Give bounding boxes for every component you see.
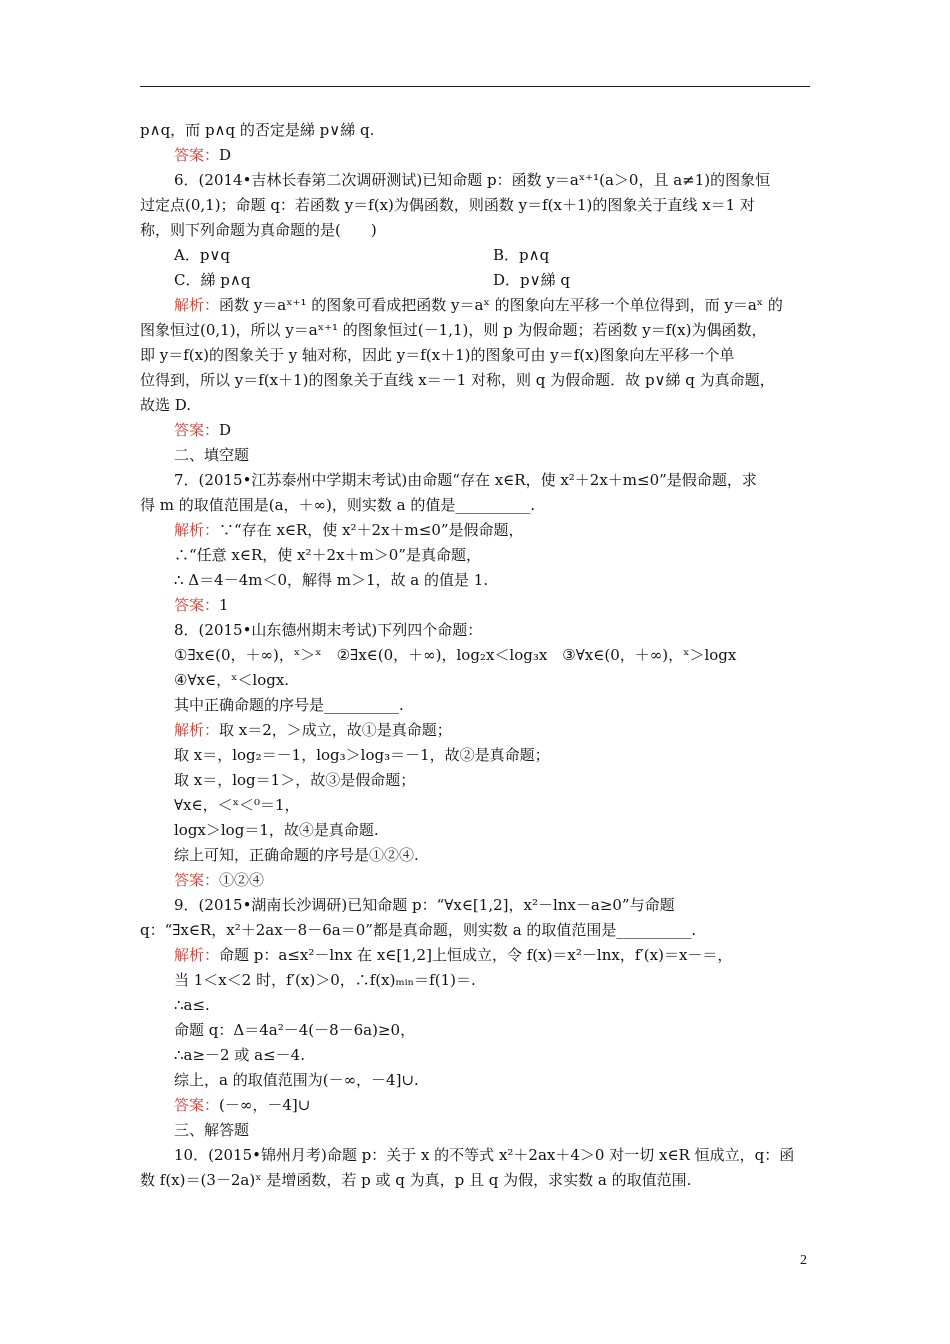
option-item: B．p∧q	[493, 246, 550, 264]
line-text: 图象恒过(0,1)，所以 y＝aˣ⁺¹ 的图象恒过(－1,1)，则 p 为假命题；若函数 y＝f(x)为偶函数，	[140, 321, 767, 339]
line-text: D	[219, 421, 232, 439]
line-text: 命题 p：a≤x²－lnx 在 x∈[1,2]上恒成立，令 f(x)＝x²－lnx，f′(x)＝x－＝，	[219, 946, 733, 964]
line-text: 即 y＝f(x)的图象关于 y 轴对称，因此 y＝f(x＋1)的图象可由 y＝f(x)图象向左平移一个单	[140, 346, 735, 364]
line-text: (－∞，－4]∪	[219, 1096, 311, 1114]
text-line	[140, 468, 812, 493]
page-number: 2	[800, 1253, 807, 1268]
text-line	[140, 793, 812, 818]
line-text: 取 x＝2，＞成立，故①是真命题；	[219, 721, 452, 739]
line-text: 8．(2015•山东德州期末考试)下列四个命题：	[174, 621, 483, 639]
text-line	[140, 293, 812, 318]
line-text: 1	[219, 596, 229, 614]
line-text: ∴a≥－2 或 a≤－4.	[174, 1046, 305, 1064]
line-text: ④∀x∈，ˣ＜logx.	[174, 671, 290, 689]
answer-label: 答案：	[174, 1096, 220, 1114]
text-line	[140, 343, 812, 368]
text-line	[140, 893, 812, 918]
line-text: p∧q，而 p∧q 的否定是綈 p∨綈 q.	[140, 121, 375, 139]
line-text: 三、解答题	[174, 1121, 250, 1139]
line-text: 得 m 的取值范围是(a，＋∞)，则实数 a 的值是__________.	[140, 496, 536, 514]
text-line	[140, 1118, 812, 1143]
line-text: q：“∃x∈R，x²＋2ax－8－6a＝0”都是真命题，则实数 a 的取值范围是__________.	[140, 921, 697, 939]
text-line	[140, 1168, 812, 1193]
text-line	[140, 743, 812, 768]
text-line	[140, 218, 812, 243]
line-text: 6．(2014•吉林长春第二次调研测试)已知命题 p：函数 y＝aˣ⁺¹(a＞0，且 a≠1)的图象恒	[174, 171, 771, 189]
text-line	[140, 1143, 812, 1168]
text-line	[140, 668, 812, 693]
text-line	[140, 818, 812, 843]
text-line	[140, 593, 812, 618]
line-text: logx＞log＝1，故④是真命题.	[174, 821, 379, 839]
line-text: 位得到，所以 y＝f(x＋1)的图象关于直线 x＝－1 对称，则 q 为假命题．故 p∨綈 q 为真命题，	[140, 371, 775, 389]
answer-label: 解析：	[174, 296, 220, 314]
answer-options	[140, 243, 812, 268]
line-text: 过定点(0,1)；命题 q：若函数 y＝f(x)为偶函数，则函数 y＝f(x＋1)的图象关于直线 x＝1 对	[140, 196, 755, 214]
text-line	[140, 868, 812, 893]
text-line	[140, 443, 812, 468]
text-line	[140, 768, 812, 793]
text-line	[140, 543, 812, 568]
text-line	[140, 943, 812, 968]
text-line	[140, 418, 812, 443]
text-line	[140, 168, 812, 193]
line-text: 称，则下列命题为真命题的是( )	[140, 221, 377, 239]
line-text: D	[219, 146, 232, 164]
text-line	[140, 618, 812, 643]
text-line	[140, 118, 812, 143]
line-text: 故选 D.	[140, 396, 192, 414]
answer-label: 解析：	[174, 721, 220, 739]
text-line	[140, 918, 812, 943]
line-text: ∀x∈，＜ˣ＜⁰＝1，	[174, 796, 300, 814]
answer-label: 答案：	[174, 146, 220, 164]
option-item: D．p∨綈 q	[493, 271, 570, 289]
line-text: 10．(2015•锦州月考)命题 p：关于 x 的不等式 x²＋2ax＋4＞0 对一切 x∈R 恒成立，q：函	[174, 1146, 795, 1164]
text-line	[140, 143, 812, 168]
answer-label: 答案：	[174, 596, 220, 614]
text-line	[140, 193, 812, 218]
line-text: 9．(2015•湖南长沙调研)已知命题 p：“∀x∈[1,2]，x²－lnx－a≥0”与命题	[174, 896, 675, 914]
answer-label: 解析：	[174, 946, 220, 964]
text-line	[140, 718, 812, 743]
header-rule	[140, 86, 810, 87]
text-line	[140, 1093, 812, 1118]
line-text: 其中正确命题的序号是__________.	[174, 696, 404, 714]
text-line	[140, 568, 812, 593]
text-line	[140, 843, 812, 868]
text-line	[140, 368, 812, 393]
text-line	[140, 493, 812, 518]
answer-label: 解析：	[174, 521, 220, 539]
line-text: 取 x＝，log₂＝－1，log₃＞log₃＝－1，故②是真命题；	[174, 746, 550, 764]
line-text: ∵“存在 x∈R，使 x²＋2x＋m≤0”是假命题，	[219, 521, 524, 539]
text-line	[140, 968, 812, 993]
text-line	[140, 1043, 812, 1068]
line-text: 综上，a 的取值范围为(－∞，－4]∪.	[174, 1071, 419, 1089]
line-text: ∴“任意 x∈R，使 x²＋2x＋m＞0”是真命题，	[174, 546, 481, 564]
text-line	[140, 393, 812, 418]
text-line	[140, 1068, 812, 1093]
text-line	[140, 318, 812, 343]
line-text: 综上可知，正确命题的序号是①②④.	[174, 846, 419, 864]
answer-label: 答案：	[174, 871, 220, 889]
answer-label: 答案：	[174, 421, 220, 439]
text-line	[140, 693, 812, 718]
option-item: C．綈 p∧q	[174, 271, 251, 289]
line-text: 7．(2015•江苏泰州中学期末考试)由命题“存在 x∈R，使 x²＋2x＋m≤0”是假命题，求	[174, 471, 757, 489]
line-text: ∴ Δ＝4－4m＜0，解得 m＞1，故 a 的值是 1.	[174, 571, 489, 589]
text-line	[140, 643, 812, 668]
text-line	[140, 993, 812, 1018]
line-text: 函数 y＝aˣ⁺¹ 的图象可看成把函数 y＝aˣ 的图象向左平移一个单位得到，而 y＝aˣ 的	[219, 296, 783, 314]
answer-options	[140, 268, 812, 293]
text-line	[140, 518, 812, 543]
option-item: A．p∨q	[174, 246, 231, 264]
line-text: ∴a≤.	[174, 996, 210, 1014]
line-text: ①∃x∈(0，＋∞)，ˣ＞ˣ ②∃x∈(0，＋∞)，log₂x＜log₃x ③∀x∈(0，＋∞)，ˣ＞logx	[174, 646, 737, 664]
line-text: 取 x＝，log＝1＞，故③是假命题；	[174, 771, 416, 789]
line-text: ①②④	[219, 871, 265, 889]
line-text: 数 f(x)＝(3－2a)ˣ 是增函数，若 p 或 q 为真，p 且 q 为假，求实数 a 的取值范围.	[140, 1171, 692, 1189]
text-line	[140, 1018, 812, 1043]
line-text: 命题 q：Δ＝4a²－4(－8－6a)≥0，	[174, 1021, 416, 1039]
document-body	[140, 118, 812, 1193]
line-text: 当 1＜x＜2 时，f′(x)＞0，∴f(x)ₘᵢₙ＝f(1)＝.	[174, 971, 476, 989]
line-text: 二、填空题	[174, 446, 250, 464]
